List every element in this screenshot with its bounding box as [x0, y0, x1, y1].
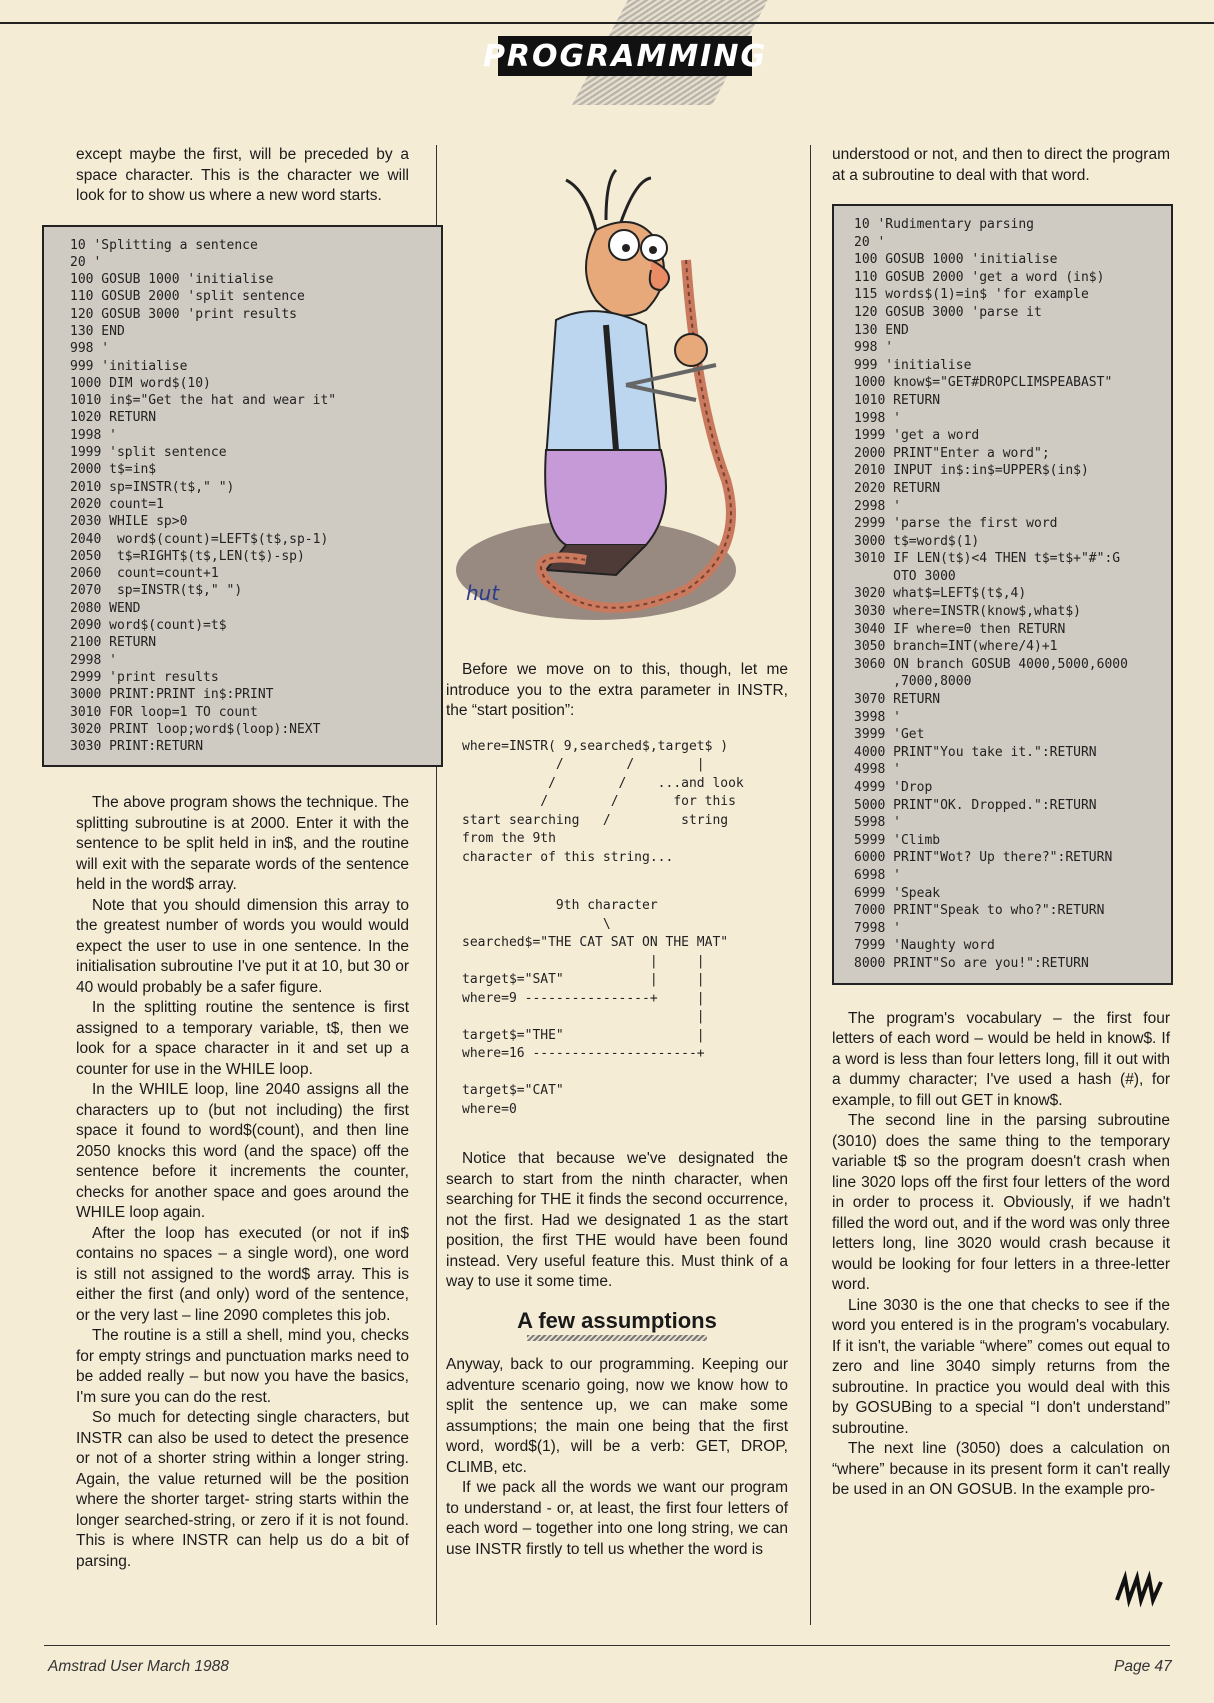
diagram-text: 9th character \ searched$="THE CAT SAT ON THE MAT" | | target$="SAT" | | where=9 ----------------+ | | target$="THE" | where=16 ---------------------+ target$="CAT" where=0 — [462, 898, 729, 1117]
code-listing-parsing — [832, 204, 1173, 985]
cartoon-man-cutting-rope-icon — [446, 150, 788, 660]
paragraph: The above program shows the technique. The splitting subroutine is at 2000. Enter it with the sentence to be split held in in$, and the routine will exit with the separate words of the sentence held in the word$ array. — [76, 794, 409, 894]
cartoon-illustration — [446, 150, 788, 660]
end-of-article-icon — [1115, 1570, 1165, 1615]
svg-text:hut: hut — [466, 581, 500, 605]
paragraph: The routine is a still a shell, mind you, checks for empty strings and punctuation marks need to be added really – but now you have the basics, I'm sure you can do the rest. — [76, 1327, 409, 1406]
paragraph: So much for detecting single characters, but INSTR can also be used to detect the presence or not of a shorter string within a longer string. Again, the value returned will be the position where the shorter target- string starts within the longer searched-string, or zero if it is not found. This is where INSTR can help us do a bit of parsing. — [76, 1409, 409, 1570]
instr-diagram-2 — [462, 897, 788, 1119]
paragraph: After the loop has executed (or not if in$ contains no spaces – a single word), one word is still not assigned to the word$ array. This is either the first (and only) word of the sentence, or the very last – line 2090 completes this job. — [76, 1224, 409, 1324]
column-2 — [446, 150, 788, 1560]
paragraph: In the splitting routine the sentence is first assigned to a temporary variable, t$, then we look for a space character in it and set up a counter for use in the WHILE loop. — [76, 999, 409, 1078]
paragraph: The next line (3050) does a calculation on “where” because in its present form it can't really be used in an ON GOSUB. In the example pro- — [832, 1440, 1170, 1499]
section-title: PROGRAMMING — [498, 36, 752, 76]
paragraph: Note that you should dimension this array to the greatest number of words you would would expect the user to use in one sentence. In the initialisation subroutine I've put it at 10, but 30 or 40 would probably be a safer figure. — [76, 896, 409, 996]
paragraph: Notice that because we've designated the search to start from the ninth character, when searching for THE it finds the second occurrence, not the first. Had we designated 1 as the start position, the first THE would have been found instead. Very useful feature this. Must think of a way to use it some time. — [446, 1150, 788, 1290]
paragraph: understood or not, and then to direct the program at a subroutine to deal with that word. — [832, 146, 1170, 184]
footer-rule — [44, 1645, 1170, 1646]
column-divider — [810, 145, 811, 1625]
paragraph: The program's vocabulary – the first four letters of each word – would be held in know$. If a word is less than four letters long, fill it out with a dummy character; I've used a hash (#), for example, to fill out GET in know$. — [832, 1009, 1170, 1109]
code-listing-splitting — [42, 225, 443, 768]
paragraph: If we pack all the words we want our program to understand - or, at least, the first four letters of each word – together into one long string, we can use INSTR firstly to tell us whether the word is — [446, 1479, 788, 1558]
code-text: 10 'Splitting a sentence 20 ' 100 GOSUB 1000 'initialise 110 GOSUB 2000 'split sentence 120 GOSUB 3000 'print results 130 END 998 ' 999 'initialise 1000 DIM word$(10) 1010 in$="Get the hat and wear it" 1020 RETURN 1998 ' 1999 'split sentence 2000 t$=in$ 2010 sp=INSTR(t$," ") 2020 count=1 2030 WHILE sp>0 2040 word$(count)=LEFT$(t$,sp-1) 2050 t$=RIGHT$(t$,LEN(t$)-sp) 2060 count=count+1 2070 sp=INSTR(t$," ") 2080 WEND 2090 word$(count)=t$ 2100 RETURN 2998 ' 2999 'print results 3000 PRINT:PRINT in$:PRINT 3010 FOR loop=1 TO count 3020 PRINT loop;word$(loop):NEXT 3030 PRINT:RETURN — [70, 237, 337, 755]
paragraph: In the WHILE loop, line 2040 assigns all the characters up to (but not including) the first space it found to word$(count), and then line 2050 knocks this word (and the space) off the sentence before it increments the counter, checks for another space and goes around the WHILE loop again. — [76, 1081, 409, 1222]
instr-diagram-1 — [462, 738, 788, 868]
subheading-underline — [527, 1335, 707, 1341]
paragraph: Anyway, back to our programming. Keeping our adventure scenario going, now we know how to split the sentence up, we can make some assumptions; the main one being that the first word, word$(1), will be a verb: GET, DROP, CLIMB, etc. — [446, 1356, 788, 1476]
paragraph: except maybe the first, will be preceded by a space character. This is the character we will look for to show us where a new word starts. — [76, 146, 409, 204]
subheading: A few assumptions — [517, 1307, 717, 1333]
column-1 — [70, 145, 409, 1572]
footer-page-number: Page 47 — [1114, 1658, 1172, 1675]
code-text: 10 'Rudimentary parsing 20 ' 100 GOSUB 1000 'initialise 110 GOSUB 2000 'get a word (in$) 115 words$(1)=in$ 'for example 120 GOSUB 3000 'parse it 130 END 998 ' 999 'initialise 1000 know$="GET#DROPCLIMSPEABAST" 1010 RETURN 1998 ' 1999 'get a word 2000 PRINT"Enter a word"; 2010 INPUT in$:in$=UPPER$(in$) 2020 RETURN 2998 ' 2999 'parse the first word 3000 t$=word$(1) 3010 IF LEN(t$)<4 THEN t$=t$+"#":G OTO 3000 3020 what$=LEFT$(t$,4) 3030 where=INSTR(know$,what$) 3040 IF where=0 then RETURN 3050 branch=INT(where/4)+1 3060 ON branch GOSUB 4000,5000,6000 ,7000,8000 3070 RETURN 3998 ' 3999 'Get 4000 PRINT"You take it.":RETURN 4998 ' 4999 'Drop 5000 PRINT"OK. Dropped.":RETURN 5998 ' 5999 'Climb 6000 PRINT"Wot? Up there?":RETURN 6998 ' 6999 'Speak 7000 PRINT"Speak to who?":RETURN 7998 ' 7999 'Naughty word 8000 PRINT"So are you!":RETURN — [854, 217, 1128, 971]
footer-magazine: Amstrad User March 1988 — [48, 1658, 229, 1675]
paragraph: Line 3030 is the one that checks to see if the word you entered is in the program's vocabulary. If it isn't, the variable “where” comes out equal to zero and line 3040 simply returns from the subroutine. In practice you would deal with this by GOSUBing to a special “I don't understand” subroutine. — [832, 1296, 1170, 1437]
paragraph: Before we move on to this, though, let me introduce you to the extra parameter in INSTR, the “start position”: — [446, 661, 788, 719]
paragraph: The second line in the parsing subroutine (3010) does the same thing to the temporary variable t$ so the program doesn't crash when line 3020 lops off the first four letters of the word in order to process it. Obviously, if we hadn't filled the word out, and if the word was only three letters long, line 3020 would crash because it would be looking for four letters in a three-letter word. — [832, 1112, 1170, 1294]
header-rule — [0, 22, 1214, 24]
diagram-text: where=INSTR( 9,searched$,target$ ) / / | / / ...and look / / for this start searching / string from the 9th character of this string... — [462, 738, 744, 865]
column-3 — [832, 145, 1170, 1501]
